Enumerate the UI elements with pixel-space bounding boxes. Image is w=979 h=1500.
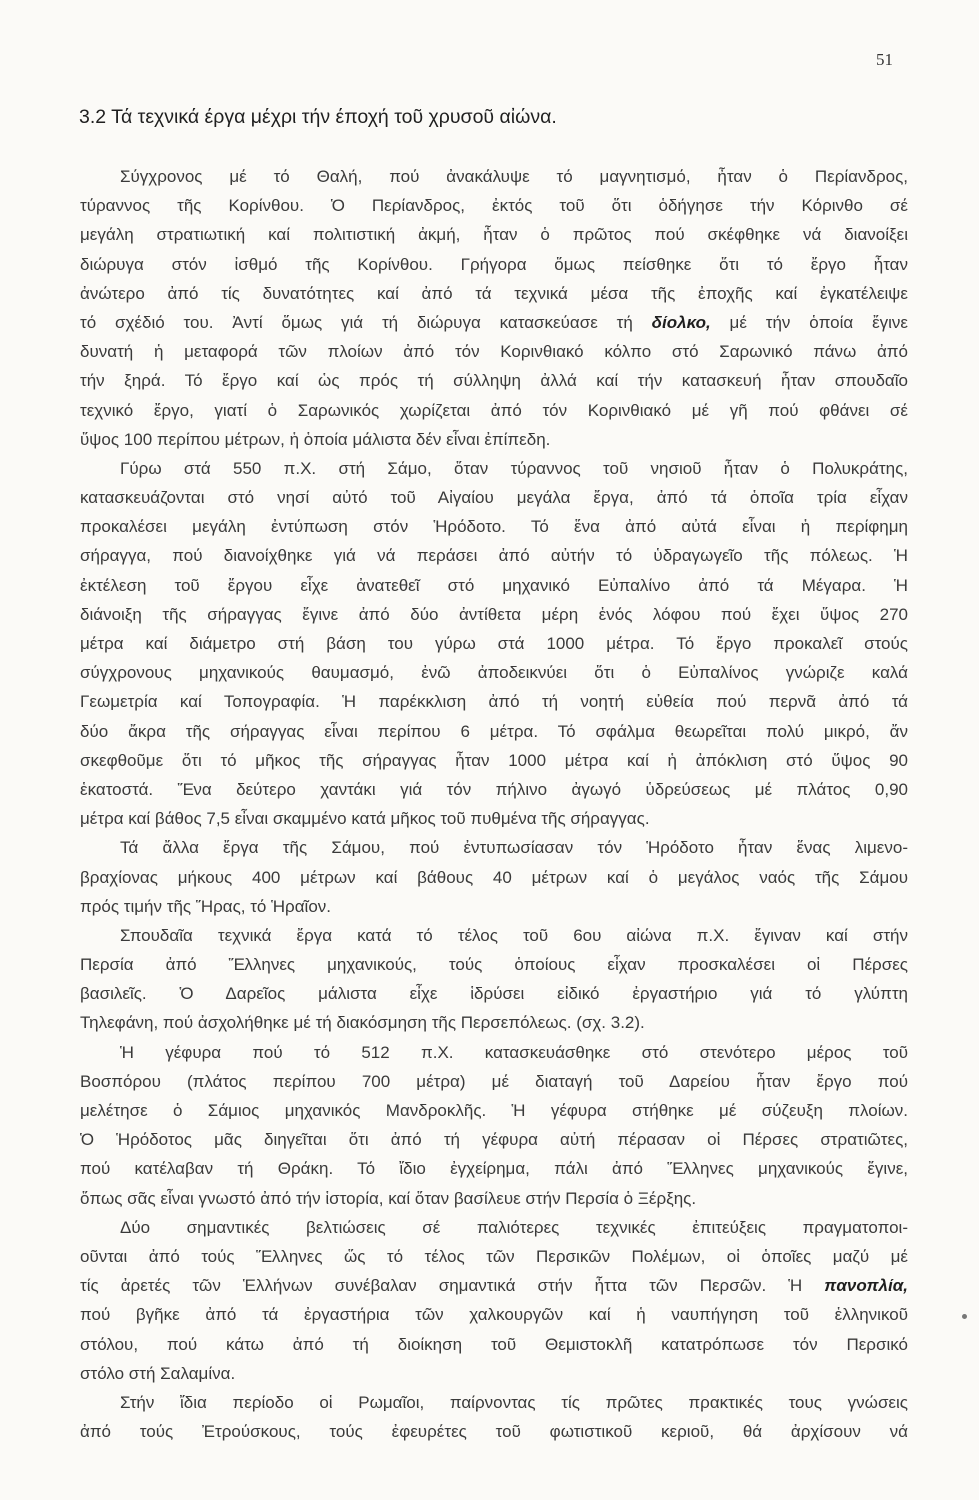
text-run: ἐκτέλεση τοῦ ἔργου εἶχε ἀνατεθεῖ στό μηχανικό Εὐπαλίνο ἀπό τά Μέγαρα. Ἡ — [80, 575, 908, 595]
text-run: ὅπως σᾶς εἶναι γνωστό ἀπό τήν ἱστορία, καί ὅταν βασίλευε στήν Περσία ὁ Ξέρξης. — [80, 1188, 697, 1208]
text-run: τύραννος τῆς Κορίνθου. Ὁ Περίανδρος, ἐκτός τοῦ ὅτι ὁδήγησε τήν Κόρινθο σέ — [80, 196, 908, 216]
text-run: ἑκατοστά. Ἕνα δεύτερο χαντάκι γιά τόν πήλινο ἀγωγό ὑδρεύσεως μέ πλάτος 0,90 — [80, 779, 908, 799]
text-run: διώρυγα στόν ἰσθμό τῆς Κορίνθου. Γρήγορα ὅμως πείσθηκε ὅτι τό ἔργο ἦταν — [80, 254, 908, 274]
page-number: 51 — [876, 50, 893, 69]
text-line — [80, 892, 908, 921]
text-line — [80, 1213, 908, 1242]
text-line — [80, 308, 908, 337]
text-run: Στήν ἴδια περίοδο οἱ Ρωμαῖοι, παίρνοντας τίς πρῶτες πρακτικές τους γνώσεις — [120, 1392, 908, 1412]
text-run: Γύρω στά 550 π.Χ. στή Σάμο, ὅταν τύραννος τοῦ νησιοῦ ἦταν ὁ Πολυκράτης, — [120, 458, 908, 478]
text-line — [80, 746, 908, 775]
text-line — [80, 279, 908, 308]
section-heading: 3.2 Τά τεχνικά έργα μέχρι τήν έποχή τοῦ χρυσοῦ αἰώνα. — [79, 106, 557, 128]
text-line — [80, 220, 908, 249]
text-line — [80, 1271, 908, 1300]
text-line — [80, 600, 908, 629]
text-line — [80, 1125, 908, 1154]
text-run: μεγάλη στρατιωτική καί πολιτιστική ἀκμή, ἦταν ὁ πρῶτος πού σκέφθηκε νά διανοίξει — [80, 225, 908, 245]
text-run: ἀνώτερο ἀπό τίς δυνατότητες καί ἀπό τά τεχνικά μέσα τῆς ἐποχῆς καί ἐγκατέλειψε — [80, 283, 908, 303]
text-line — [80, 483, 908, 512]
emphasized-term: δίολκο, — [651, 312, 711, 332]
text-run: πού κατέλαβαν τή Θράκη. Τό ἴδιο ἐγχείρημα, πάλι ἀπό Ἕλληνες μηχανικούς ἔγινε, — [80, 1159, 908, 1179]
text-run: μελέτησε ὁ Σάμιος μηχανικός Μανδροκλῆς. Ἡ γέφυρα στήθηκε μέ σύζευξη πλοίων. — [80, 1101, 908, 1120]
text-run: Γεωμετρία καί Τοπογραφία. Ἡ παρέκκλιση ἀπό τή νοητή εὐθεία πού περνᾶ ἀπό τά — [80, 692, 908, 712]
text-run: βραχίονας μήκους 400 μέτρων καί βάθους 40 μέτρων καί ὁ μεγάλος ναός τῆς Σάμου — [80, 867, 908, 887]
text-line — [80, 921, 908, 950]
text-line — [80, 1154, 908, 1183]
emphasized-term: πανοπλία, — [824, 1276, 908, 1296]
text-run: δυνατή ἡ μεταφορά τῶν πλοίων ἀπό τόν Κορινθιακό κόλπο στό Σαρωνικό πάνω ἀπό — [80, 342, 908, 362]
text-line — [80, 804, 908, 833]
text-run: τό σχέδιό του. Ἀντί ὅμως γιά τή διώρυγα κατασκεύασε τή — [80, 312, 652, 332]
text-run: Σπουδαῖα τεχνικά ἔργα κατά τό τέλος τοῦ 6ου αἰώνα π.Χ. ἔγιναν καί στήν — [120, 925, 908, 945]
text-line — [80, 1359, 908, 1388]
text-line — [80, 337, 908, 366]
text-run: τήν ξηρά. Τό ἔργο καί ὡς πρός τή σύλληψη ἀλλά καί τήν κατασκευή ἦταν σπουδαῖο — [80, 371, 908, 391]
margin-dot — [962, 1314, 967, 1319]
text-run: δύο ἄκρα τῆς σήραγγας εἶναι περίπου 6 μέτρα. Τό σφάλμα θεωρεῖται πολύ μικρό, ἄν — [80, 721, 908, 741]
text-line — [80, 1242, 908, 1271]
text-line — [80, 1038, 908, 1067]
text-run: τεχνικό ἔργο, γιατί ὁ Σαρωνικός χωρίζεται ἀπό τόν Κορινθιακό μέ γῆ πού φθάνει σέ — [80, 400, 908, 420]
text-run: μέτρα καί βάθος 7,5 εἶναι σκαμμένο κατά μῆκος τοῦ πυθμένα τῆς σήραγγας. — [80, 809, 650, 829]
text-run: Βοσπόρου (πλάτος περίπου 700 μέτρα) μέ διαταγή τοῦ Δαρείου ἦταν ἔργο πού — [80, 1071, 908, 1091]
text-line — [80, 833, 908, 862]
text-line — [80, 162, 908, 191]
text-line — [80, 863, 908, 892]
text-line — [80, 717, 908, 746]
text-run: Ὁ Ἡρόδοτος μᾶς διηγεῖται ὅτι ἀπό τή γέφυρα αὐτή πέρασαν οἱ Πέρσες στρατιῶτες, — [80, 1130, 908, 1150]
text-line — [80, 571, 908, 600]
text-run: μέτρα καί διάμετρο στή βάση του γύρω στά 1000 μέτρα. Τό ἔργο προκαλεῖ στούς — [80, 634, 908, 653]
text-run: σύγχρονους μηχανικούς θαυμασμό, ἐνῶ ἀποδεικνύει ὅτι ὁ Εὐπαλίνος γνώριζε καλά — [80, 663, 908, 683]
text-line — [80, 425, 908, 454]
text-run: διάνοιξη τῆς σήραγγας ἔγινε ἀπό δύο ἀντίθετα μέρη ἑνός λόφου πού ἔχει ὕψος 270 — [80, 604, 908, 624]
text-run: κατασκευάζονται στό νησί αὐτό τοῦ Αἰγαίου μεγάλα ἔργα, ἀπό τά ὁποῖα τρία εἶχαν — [80, 488, 908, 508]
text-run: βασιλεῖς. Ὁ Δαρεῖος μάλιστα εἶχε ἱδρύσει εἰδικό ἐργαστήριο γιά τό γλύπτη — [80, 984, 908, 1004]
text-run: στόλο στή Σαλαμίνα. — [80, 1363, 236, 1383]
text-run: Τά ἄλλα ἔργα τῆς Σάμου, πού ἐντυπωσίασαν τόν Ἡρόδοτο ἦταν ἕνας λιμενο- — [120, 838, 908, 858]
text-line — [80, 454, 908, 483]
text-line — [80, 191, 908, 220]
text-line — [80, 366, 908, 395]
text-line — [80, 1067, 908, 1096]
text-line — [80, 950, 908, 979]
text-line — [80, 775, 908, 804]
text-run: σκεφθοῦμε ὅτι τό μῆκος τῆς σήραγγας ἦταν 1000 μέτρα καί ἡ ἀπόκλιση στό ὕψος 90 — [80, 750, 908, 770]
text-line — [80, 1184, 908, 1213]
text-line — [80, 1388, 908, 1417]
text-run: ὕψος 100 περίπου μέτρων, ἡ ὁποία μάλιστα δέν εἶναι ἐπίπεδη. — [80, 429, 551, 449]
text-run: τίς ἀρετές τῶν Ἑλλήνων συνέβαλαν σημαντικά στήν ἧττα τῶν Περσῶν. Ἡ — [80, 1276, 825, 1296]
text-run: ἀπό τούς Ἐτρούσκους, τούς ἐφευρέτες τοῦ φωτιστικοῦ κεριοῦ, θά ἀρχίσουν νά — [80, 1422, 908, 1442]
text-line — [80, 979, 908, 1008]
text-line — [80, 629, 908, 658]
text-run: μέ τήν ὁποία ἔγινε — [710, 312, 908, 332]
text-run: Δύο σημαντικές βελτιώσεις σέ παλιότερες τεχνικές ἐπιτεύξεις πραγματοποι- — [120, 1217, 908, 1237]
text-line — [80, 512, 908, 541]
text-line — [80, 1417, 908, 1446]
text-run: πού βγῆκε ἀπό τά ἐργαστήρια τῶν χαλκουργῶν καί ἡ ναυπήγηση τοῦ ἑλληνικοῦ — [80, 1305, 908, 1325]
text-run: Σύγχρονος μέ τό Θαλή, πού ἀνακάλυψε τό μαγνητισμό, ἦταν ὁ Περίανδρος, — [120, 167, 908, 186]
text-run: στόλου, πού κάτω ἀπό τή διοίκηση τοῦ Θεμιστοκλῆ κατατρόπωσε τόν Περσικό — [80, 1334, 908, 1354]
text-line — [80, 1300, 908, 1329]
text-line — [80, 396, 908, 425]
text-run: σήραγγα, πού διανοίχθηκε γιά νά περάσει ἀπό αὐτήν τό ὑδραγωγεῖο τῆς πόλεως. Ἡ — [80, 546, 908, 566]
text-run: πρός τιμήν τῆς Ἥρας, τό Ἡραῖον. — [80, 896, 331, 916]
text-run: Τηλεφάνη, πού ἀσχολήθηκε μέ τή διακόσμηση τῆς Περσεπόλεως. (σχ. 3.2). — [80, 1013, 645, 1033]
text-line — [80, 541, 908, 570]
text-line — [80, 1096, 908, 1125]
text-line — [80, 1008, 908, 1037]
text-run: Περσία ἀπό Ἕλληνες μηχανικούς, τούς ὁποίους εἶχαν προσκαλέσει οἱ Πέρσες — [80, 955, 908, 975]
text-line — [80, 250, 908, 279]
text-run: προκαλέσει μεγάλη ἐντύπωση στόν Ἡρόδοτο. Τό ἕνα ἀπό αὐτά εἶναι ἡ περίφημη — [80, 517, 908, 537]
text-line — [80, 687, 908, 716]
text-run: οῦνται ἀπό τούς Ἕλληνες ὥς τό τέλος τῶν Περσικῶν Πολέμων, οἱ ὁποῖες μαζύ μέ — [80, 1246, 908, 1266]
text-run: Ἡ γέφυρα πού τό 512 π.Χ. κατασκευάσθηκε στό στενότερο μέρος τοῦ — [120, 1042, 908, 1062]
text-line — [80, 1330, 908, 1359]
body-text — [80, 162, 908, 1446]
text-line — [80, 658, 908, 687]
